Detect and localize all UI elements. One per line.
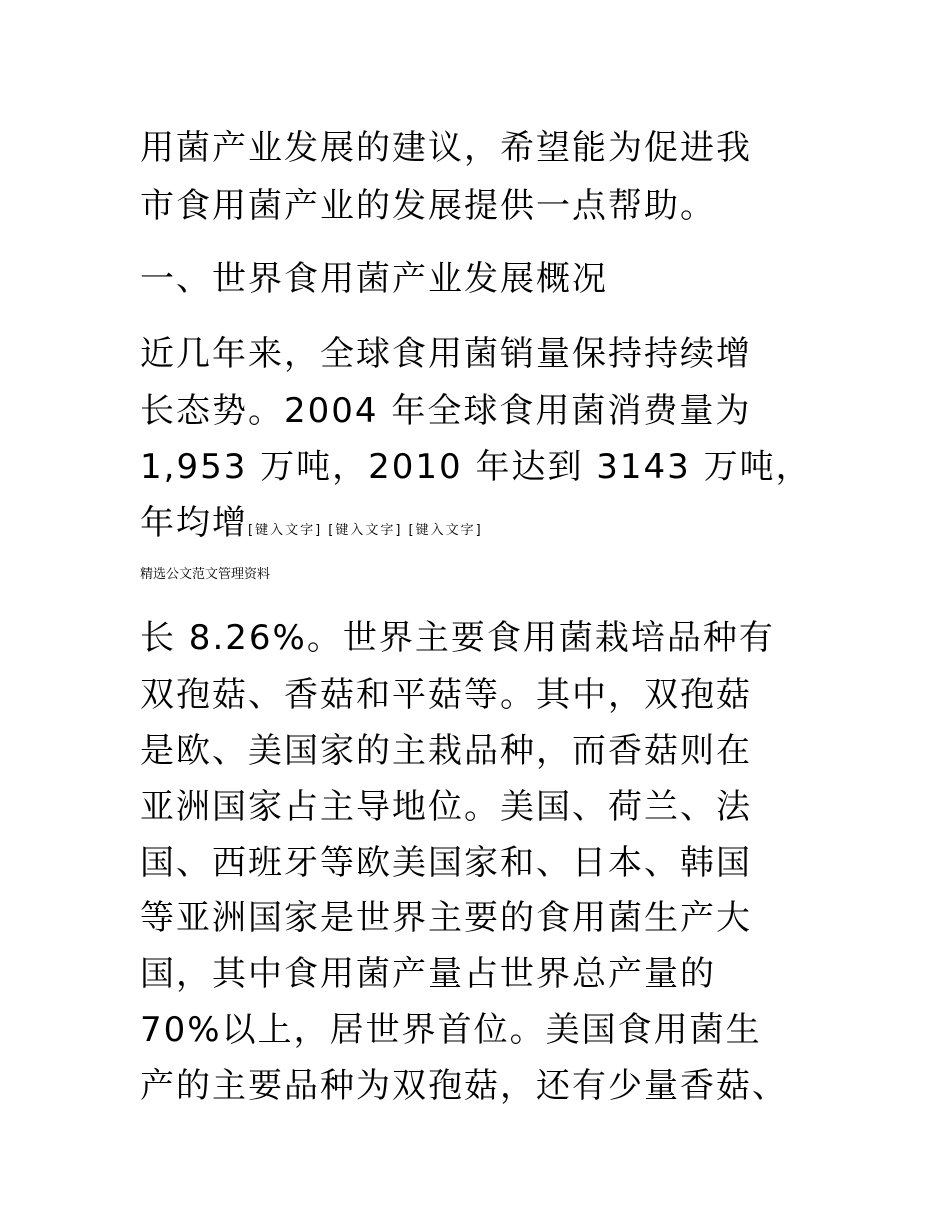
body-text-line: 近几年来，全球食用菌销量保持持续增 — [140, 334, 752, 374]
body-text-line: 长 8.26%。世界主要食用菌栽培品种有 — [140, 618, 775, 658]
body-text-line: 市食用菌产业的发展提供一点帮助。 — [140, 186, 716, 226]
body-text-line: 亚洲国家占主导地位。美国、荷兰、法 — [140, 787, 752, 827]
footer-label: 精选公文范文管理资料 — [140, 567, 271, 582]
body-text-line: 1,953 万吨，2010 年达到 3143 万吨， — [140, 447, 812, 487]
body-text-line: 等亚洲国家是世界主要的食用菌生产大 — [140, 898, 752, 938]
body-text-line: 国，其中食用菌产量占世界总产量的 — [140, 954, 716, 994]
body-text-fragment: 年均增 — [140, 503, 248, 543]
body-text-line: 70%以上，居世界首位。美国食用菌生 — [140, 1010, 762, 1050]
body-text-line: 是欧、美国家的主栽品种，而香菇则在 — [140, 731, 752, 771]
body-text-line-with-header — [140, 503, 483, 551]
header-placeholder-text: [键入文字] [键入文字] [键入文字] — [248, 523, 483, 538]
section-heading: 一、世界食用菌产业发展概况 — [140, 259, 608, 299]
body-text-line: 产的主要品种为双孢菇，还有少量香菇、 — [140, 1066, 788, 1106]
body-text-line: 双孢菇、香菇和平菇等。其中，双孢菇 — [140, 675, 752, 715]
body-text-line: 长态势。2004 年全球食用菌消费量为 — [140, 391, 752, 431]
body-text-line: 用菌产业发展的建议，希望能为促进我 — [140, 128, 752, 168]
body-text-line: 国、西班牙等欧美国家和、日本、韩国 — [140, 843, 752, 883]
